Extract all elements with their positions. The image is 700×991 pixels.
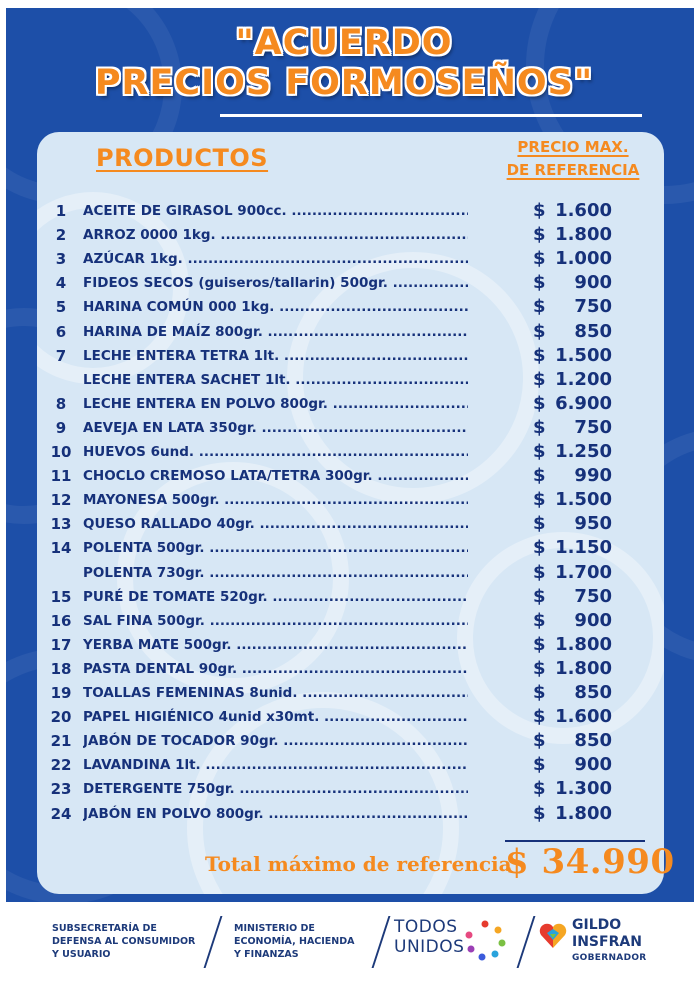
total-label: Total máximo de referencia [205, 852, 512, 876]
product-number: 12 [50, 491, 72, 510]
product-row [0, 223, 700, 247]
product-number: 14 [50, 539, 72, 558]
currency-symbol: $ [533, 706, 546, 728]
product-name: PURÉ DE TOMATE 520gr. ..... [83, 585, 468, 609]
product-price: 850 [574, 730, 612, 752]
product-name: HARINA COMÚN 000 1kg. ..... [83, 295, 468, 319]
product-number: 11 [50, 467, 72, 486]
product-row [0, 753, 700, 777]
currency-symbol: $ [533, 537, 546, 559]
product-row [0, 681, 700, 705]
currency-symbol: $ [533, 561, 546, 583]
product-row [0, 368, 700, 392]
product-number: 5 [55, 298, 67, 317]
footer-org-consumer-line: Y USUARIO [52, 949, 111, 960]
currency-symbol: $ [533, 682, 546, 703]
product-name: LECHE ENTERA TETRA 1lt. ..... [83, 344, 468, 368]
product-price: 1.250 [555, 441, 612, 462]
product-name: ACEITE DE GIRASOL 900cc. ..... [83, 199, 468, 223]
product-number: 6 [55, 322, 67, 341]
currency-symbol: $ [533, 272, 546, 294]
currency-symbol: $ [533, 441, 546, 462]
product-number: 10 [50, 443, 72, 461]
product-price: 950 [574, 513, 612, 535]
product-name: SAL FINA 500gr. ..... [83, 609, 468, 633]
product-price: 1.000 [555, 248, 612, 270]
product-row [0, 512, 700, 536]
product-row [0, 392, 700, 416]
currency-symbol: $ [533, 513, 546, 535]
product-row [0, 705, 700, 729]
currency-symbol: $ [533, 224, 546, 246]
product-name: JABÓN EN POLVO 800gr. ..... [83, 802, 468, 826]
product-number: 9 [55, 418, 67, 437]
product-number: 20 [50, 708, 72, 727]
product-number: 13 [50, 515, 72, 534]
product-price: 990 [574, 465, 612, 487]
currency-symbol: $ [533, 489, 546, 511]
product-name: QUESO RALLADO 40gr. ..... [83, 512, 468, 536]
price-header-line-2: DE REFERENCIA [506, 161, 640, 179]
currency-symbol: $ [533, 344, 546, 366]
product-name: POLENTA 500gr. ..... [83, 536, 468, 560]
product-name: YERBA MATE 500gr. ..... [83, 633, 468, 657]
total-value: $ 34.990 [505, 842, 675, 882]
currency-symbol: $ [533, 657, 546, 679]
colored-stars-circle-icon [462, 918, 508, 962]
product-row [0, 247, 700, 271]
footer-org-ministry [234, 922, 355, 961]
title-underline [220, 114, 642, 117]
footer-org-consumer-line: SUBSECRETARÍA DE [52, 923, 157, 934]
product-row [0, 488, 700, 512]
product-price: 1.600 [555, 200, 612, 221]
slogan-line: TODOS [394, 917, 458, 937]
currency-symbol: $ [533, 465, 546, 487]
governor-name-line: GILDO [572, 917, 622, 933]
product-number: 23 [50, 780, 72, 799]
slogan [394, 917, 464, 957]
product-row [0, 440, 700, 464]
product-price: 1.800 [555, 633, 612, 655]
product-name: FIDEOS SECOS (guiseros/tallarin) 500gr. ..... [83, 271, 468, 295]
product-name: AZÚCAR 1kg. ..... [83, 247, 468, 271]
product-name: JABÓN DE TOCADOR 90gr. ..... [83, 729, 468, 753]
product-price: 1.700 [555, 561, 612, 583]
currency-symbol: $ [533, 248, 546, 270]
product-name: LAVANDINA 1lt. ..... [83, 753, 468, 777]
product-name: HUEVOS 6und. ..... [83, 440, 468, 464]
product-price: 1.800 [555, 224, 612, 246]
product-number: 16 [50, 611, 72, 630]
product-price: 850 [574, 320, 612, 342]
price-header-line-1: PRECIO MAX. [517, 138, 629, 156]
colorful-heart-logo-icon [538, 920, 568, 952]
currency-symbol: $ [533, 392, 546, 414]
product-name: ARROZ 0000 1kg. ..... [83, 223, 468, 247]
currency-symbol: $ [533, 368, 546, 390]
price-header [497, 136, 649, 182]
product-row [0, 609, 700, 633]
currency-symbol: $ [533, 778, 546, 800]
footer-org-ministry-line: MINISTERIO DE [234, 923, 315, 934]
footer-org-ministry-line: Y FINANZAS [234, 949, 299, 960]
product-number: 2 [55, 226, 67, 245]
product-price: 1.800 [555, 657, 612, 679]
product-row [0, 585, 700, 609]
currency-symbol: $ [533, 633, 546, 655]
product-price: 900 [574, 609, 612, 631]
product-number: 19 [50, 684, 72, 702]
currency-symbol: $ [533, 609, 546, 631]
product-row [0, 561, 700, 585]
product-price: 750 [574, 416, 612, 438]
product-price: 900 [574, 754, 612, 776]
product-row [0, 657, 700, 681]
product-name: AEVEJA EN LATA 350gr. ..... [83, 416, 468, 440]
product-row [0, 536, 700, 560]
product-name: PASTA DENTAL 90gr. ..... [83, 657, 468, 681]
footer-org-consumer [52, 922, 195, 961]
product-name: LECHE ENTERA SACHET 1lt. ..... [83, 368, 468, 392]
product-row [0, 464, 700, 488]
product-row [0, 729, 700, 753]
product-price: 6.900 [555, 392, 612, 414]
currency-symbol: $ [533, 754, 546, 776]
product-price: 1.150 [555, 537, 612, 559]
product-number: 3 [55, 250, 67, 269]
product-number: 8 [55, 394, 67, 413]
product-number: 7 [55, 346, 67, 365]
product-name: PAPEL HIGIÉNICO 4unid x30mt. ..... [83, 705, 468, 729]
title-line-1: "ACUERDO [235, 23, 453, 63]
product-row [0, 320, 700, 344]
product-row [0, 295, 700, 319]
footer-org-consumer-line: DEFENSA AL CONSUMIDOR [52, 936, 196, 947]
title-line-2: PRECIOS FORMOSEÑOS" [94, 63, 594, 103]
product-number: 15 [50, 587, 72, 606]
product-name: MAYONESA 500gr. ..... [83, 488, 468, 512]
governor-title: GOBERNADOR [572, 953, 647, 963]
currency-symbol: $ [533, 296, 546, 318]
product-price: 1.200 [555, 368, 612, 390]
product-price: 850 [574, 682, 612, 703]
product-name: LECHE ENTERA EN POLVO 800gr. ..... [83, 392, 468, 416]
product-number: 22 [50, 756, 72, 775]
product-price: 1.300 [555, 778, 612, 800]
product-name: TOALLAS FEMENINAS 8unid. ..... [83, 681, 468, 705]
currency-symbol: $ [533, 200, 546, 221]
currency-symbol: $ [533, 802, 546, 824]
currency-symbol: $ [533, 730, 546, 752]
product-price: 900 [574, 272, 612, 294]
product-row [0, 199, 700, 223]
currency-symbol: $ [533, 416, 546, 438]
product-price: 1.600 [555, 706, 612, 728]
product-row [0, 633, 700, 657]
product-number: 21 [50, 732, 72, 751]
product-row [0, 271, 700, 295]
product-name: CHOCLO CREMOSO LATA/TETRA 300gr. ..... [83, 464, 468, 488]
product-number: 18 [50, 659, 72, 678]
product-price: 1.500 [555, 489, 612, 511]
product-number: 4 [55, 274, 67, 293]
product-price: 750 [574, 585, 612, 607]
product-number: 17 [50, 635, 72, 654]
product-name: POLENTA 730gr. ..... [83, 561, 468, 585]
product-row [0, 344, 700, 368]
slogan-line: UNIDOS [394, 937, 465, 957]
governor-name-line: INSFRAN [572, 934, 642, 950]
product-row [0, 416, 700, 440]
product-number: 24 [50, 804, 72, 823]
product-name: DETERGENTE 750gr. ..... [83, 777, 468, 801]
product-price: 1.800 [555, 802, 612, 824]
currency-symbol: $ [533, 320, 546, 342]
governor-name [572, 917, 642, 951]
product-price: 1.500 [555, 344, 612, 366]
product-name: HARINA DE MAÍZ 800gr. ..... [83, 320, 468, 344]
products-header: PRODUCTOS [96, 144, 269, 172]
product-row [0, 802, 700, 826]
product-number: 1 [55, 202, 67, 220]
product-row [0, 777, 700, 801]
footer-org-ministry-line: ECONOMÍA, HACIENDA [234, 936, 355, 947]
currency-symbol: $ [533, 585, 546, 607]
product-price: 750 [574, 296, 612, 318]
